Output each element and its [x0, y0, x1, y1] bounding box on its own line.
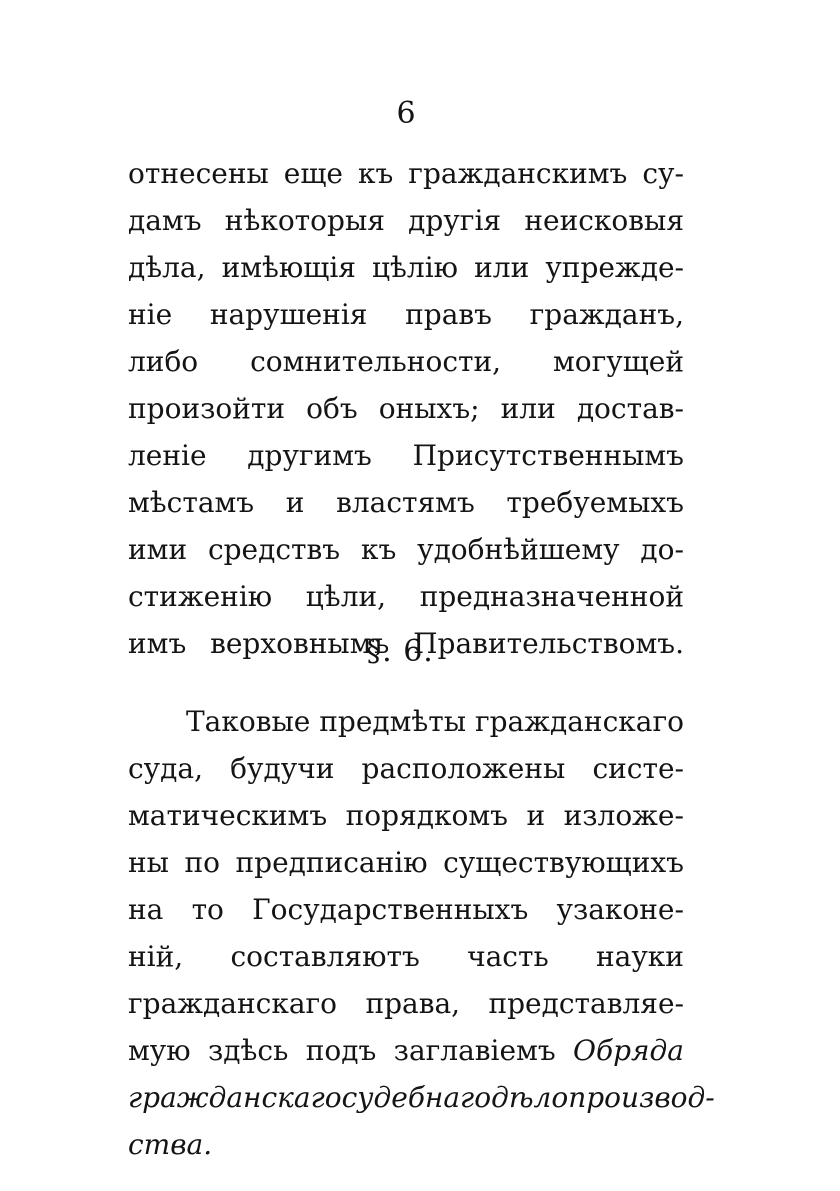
text-line	[128, 338, 684, 385]
word: цѣлію	[372, 251, 459, 284]
word: требуемыхъ	[506, 486, 684, 519]
word: расположены	[361, 752, 566, 785]
word: ства.	[128, 1128, 213, 1161]
word: существующихъ	[443, 846, 684, 879]
word: дѣлопроизвод-	[491, 1081, 715, 1114]
text-line	[128, 1027, 684, 1074]
text-line	[128, 197, 684, 244]
word: гражданъ,	[529, 298, 684, 331]
word: узаконе-	[556, 893, 684, 926]
word: средствъ	[207, 533, 341, 566]
word: оныхъ;	[378, 392, 480, 425]
paragraph-section-6	[128, 698, 715, 1168]
word: имъ	[128, 627, 187, 660]
word: Государственныхъ	[252, 893, 529, 926]
word: гражданскаго	[474, 705, 684, 738]
word: къ	[357, 157, 394, 190]
word: ній,	[128, 940, 184, 973]
word: неисковыя	[524, 204, 684, 237]
text-line	[128, 698, 684, 745]
word: права,	[365, 987, 461, 1020]
word: гражданскимъ	[408, 157, 628, 190]
word: порядкомъ	[345, 799, 508, 832]
page-number: 6	[396, 96, 416, 131]
word: до-	[640, 533, 684, 566]
word: по	[184, 846, 220, 879]
word: правъ	[405, 298, 492, 331]
word: и	[526, 799, 546, 832]
text-line	[128, 1074, 715, 1121]
word: будучи	[230, 752, 335, 785]
word: суда,	[128, 752, 203, 785]
text-line	[128, 980, 684, 1027]
word: изложе-	[563, 799, 684, 832]
word: еще	[283, 157, 343, 190]
section-heading: §. 6.	[366, 634, 434, 669]
word: су-	[642, 157, 684, 190]
word: дѣла,	[128, 251, 206, 284]
word: удобнѣйшему	[417, 533, 620, 566]
text-line	[128, 886, 684, 933]
word: на	[128, 893, 164, 926]
text-line	[128, 244, 684, 291]
word: подъ	[305, 1034, 377, 1067]
word: ніе	[128, 298, 173, 331]
word: предписанію	[235, 846, 428, 879]
word: могущей	[552, 345, 684, 378]
word: Правительствомъ.	[413, 627, 684, 660]
word: отнесены	[128, 157, 269, 190]
word: леніе	[128, 439, 207, 472]
text-line	[128, 933, 684, 980]
word: ими	[128, 533, 188, 566]
word: предназначенной	[419, 580, 684, 613]
word: Присутственнымъ	[412, 439, 684, 472]
word: заглавіемъ	[393, 1034, 556, 1067]
word: матическимъ	[128, 799, 328, 832]
word: предмѣты	[319, 705, 467, 738]
word: составляютъ	[230, 940, 420, 973]
word: часть	[467, 940, 549, 973]
word: судебнаго	[341, 1081, 492, 1114]
word: дамъ	[128, 204, 202, 237]
word: науки	[595, 940, 684, 973]
word: Обряда	[573, 1034, 684, 1067]
word: ны	[128, 846, 169, 879]
text-line	[128, 745, 684, 792]
text-line	[128, 839, 684, 886]
word: имѣющія	[221, 251, 356, 284]
word: либо	[128, 345, 199, 378]
word: упрежде-	[545, 251, 684, 284]
word: гражданскаго	[128, 1081, 342, 1114]
text-line	[128, 573, 684, 620]
word: Таковые	[186, 705, 311, 738]
text-line	[128, 792, 684, 839]
word: систе-	[592, 752, 684, 785]
text-line	[128, 479, 684, 526]
text-line	[128, 526, 684, 573]
paragraph-continued	[128, 150, 684, 667]
word: или	[474, 251, 530, 284]
word: нарушенія	[209, 298, 368, 331]
word: представляе-	[488, 987, 684, 1020]
word: властямъ	[336, 486, 475, 519]
word: другія	[408, 204, 502, 237]
word: гражданскаго	[128, 987, 338, 1020]
word: верховнымъ	[210, 627, 390, 660]
word: другимъ	[247, 439, 372, 472]
word: или	[500, 392, 556, 425]
word: мѣстамъ	[128, 486, 255, 519]
text-line	[128, 432, 684, 479]
word: и	[285, 486, 305, 519]
text-line	[128, 385, 684, 432]
word: сомнительности,	[250, 345, 502, 378]
word: здѣсь	[208, 1034, 289, 1067]
word: стиженію	[128, 580, 273, 613]
word: объ	[306, 392, 358, 425]
word: произойти	[128, 392, 286, 425]
word: цѣли,	[305, 580, 387, 613]
text-line	[128, 291, 684, 338]
word: мую	[128, 1034, 191, 1067]
word: то	[191, 893, 224, 926]
text-line	[128, 150, 684, 197]
word: къ	[360, 533, 397, 566]
word: достав-	[576, 392, 684, 425]
text-line	[128, 1121, 684, 1168]
word: нѣкоторыя	[224, 204, 385, 237]
